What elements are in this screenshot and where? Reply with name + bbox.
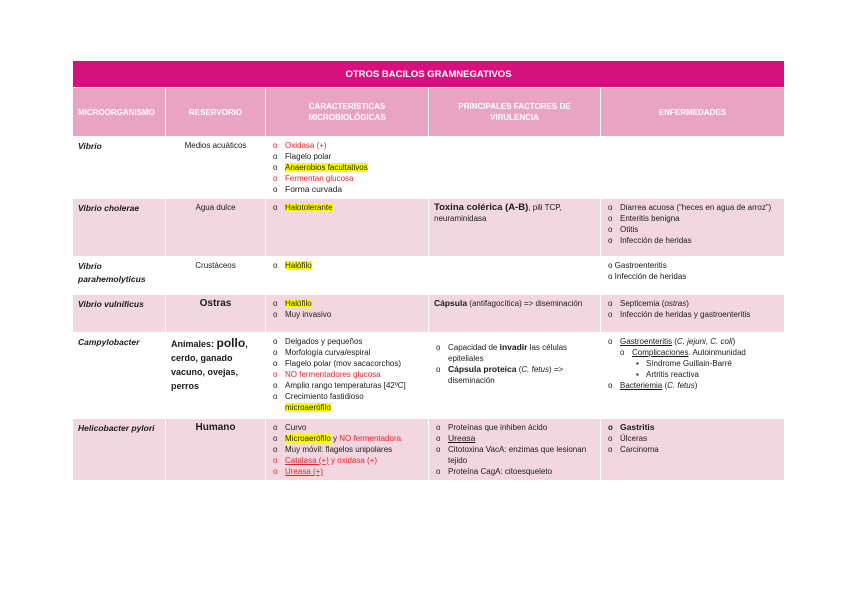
virulencia-text: Capacidad de — [448, 343, 500, 352]
caract-red: oxidasa (+) — [337, 456, 378, 465]
list-item: o Muy invasivo — [271, 309, 423, 320]
disease-text: ) — [686, 299, 689, 308]
list-item — [434, 433, 595, 444]
highlighted-text: Microaerófilo — [285, 434, 331, 443]
micro-name: Vibrio cholerae — [73, 199, 166, 257]
disease-text: ( — [662, 381, 668, 390]
toxina-text: Toxina colérica (A-B) — [434, 202, 529, 213]
list-item: o Citotoxina VacA: enzimas que lesionan tejido — [434, 444, 595, 466]
list-item: o Flagelo polar — [271, 151, 423, 162]
micro-name: Vibrio vulnificus — [73, 295, 166, 333]
virulencia-italic: C. fetus — [521, 365, 549, 374]
disease-italic: ostras — [664, 299, 687, 308]
caracteristicas-cell — [266, 295, 429, 333]
table-row — [73, 333, 785, 419]
title-row — [73, 61, 785, 88]
list-item: o Flagelo polar (mov sacacorchos) — [271, 358, 423, 369]
enfermedades-cell — [601, 257, 785, 295]
enfermedades-cell — [601, 199, 785, 257]
micro-name: Vibrio parahemolyticus — [73, 257, 166, 295]
enfermedades-cell — [601, 333, 785, 419]
list-item: o Curvo — [271, 422, 423, 433]
enfermedades-cell — [601, 419, 785, 481]
header-virulencia: PRINCIPALES FACTORES DE VIRULENCIA — [429, 88, 601, 137]
disease-italic: C. jejuni, C. coli — [676, 337, 733, 346]
list-item — [271, 433, 423, 444]
list-item — [434, 342, 595, 364]
disease-text: ) — [694, 381, 698, 390]
list-item — [271, 455, 423, 466]
header-caracteristicas: CARACTERÍSTICAS MICROBIOLÓGICAS — [266, 88, 429, 137]
disease-text: . Autoinmunidad — [688, 348, 746, 357]
list-item — [271, 298, 423, 309]
virulencia-cell — [429, 295, 601, 333]
enfermedades-cell — [601, 295, 785, 333]
reservorio-cell: Agua dulce — [166, 199, 266, 257]
micro-name: Vibrio — [73, 137, 166, 199]
list-item: o Proteína CagA: citoesqueleto — [434, 466, 595, 477]
list-item: o Forma curvada — [271, 184, 423, 195]
list-item — [606, 380, 779, 391]
document-sheet — [72, 60, 784, 481]
caracteristicas-cell — [266, 257, 429, 295]
virulencia-bold: Cápsula proteica — [448, 364, 517, 374]
list-item: o Fermentan glucosa — [271, 173, 423, 184]
caract-text: Crecimiento fastidioso — [285, 392, 364, 401]
table-title: OTROS BACILOS GRAMNEGATIVOS — [73, 61, 785, 88]
list-item: o Oxidasa (+) — [271, 140, 423, 151]
disease-underlined: Gastroenteritis — [620, 337, 673, 346]
list-item: o NO fermentadores glucosa — [271, 369, 423, 380]
list-item — [606, 298, 779, 309]
list-item: o Delgados y pequeños — [271, 336, 423, 347]
list-item: o Muy móvil: flagelos unipolares — [271, 444, 423, 455]
list-item: o Infección de heridas y gastroenteritis — [606, 309, 779, 320]
list-item: o Otitis — [606, 224, 779, 235]
micro-name: Helicobacter pylori — [73, 419, 166, 481]
reservorio-pollo: pollo — [216, 336, 246, 350]
highlighted-text: Halotolerante — [285, 203, 333, 212]
list-item: o Morfología curva/espiral — [271, 347, 423, 358]
list-item: o Proteínas que inhiben ácido — [434, 422, 595, 433]
capsula-text: Cápsula — [434, 298, 468, 308]
caracteristicas-cell — [266, 199, 429, 257]
list-item: o Úlceras — [606, 433, 779, 444]
list-item: o Amplio rango temperaturas [42ºC] — [271, 380, 423, 391]
list-item: ▪ Síndrome Guillain-Barré — [606, 358, 779, 369]
caracteristicas-cell — [266, 419, 429, 481]
disease-text: ( — [672, 337, 677, 346]
enfermedades-cell — [601, 137, 785, 199]
highlighted-text: Halófilo — [285, 261, 312, 270]
virulencia-text: las células epiteliales — [448, 343, 568, 363]
virulencia-cell — [429, 137, 601, 199]
virulencia-underlined: Ureasa — [448, 433, 476, 443]
caract-red: NO fermentadora — [339, 434, 402, 443]
virulencia-text: ) => diseminación — [448, 365, 564, 385]
list-item: o Carcinoma — [606, 444, 779, 455]
reservorio-text: , cerdo, ganado vacuno, ovejas, perros — [171, 339, 248, 391]
reservorio-cell — [166, 333, 266, 419]
header-row — [73, 88, 785, 137]
virulencia-bold: invadir — [499, 342, 528, 352]
table-row — [73, 137, 785, 199]
table-row — [73, 199, 785, 257]
caract-text: y — [330, 434, 340, 443]
disease-text: o Infección de heridas — [608, 272, 687, 281]
disease-underlined: Complicaciones — [632, 348, 689, 357]
disease-underlined: Bacteriemia — [620, 381, 663, 390]
virulencia-cell — [429, 333, 601, 419]
list-item: o Diarrea acuosa (“heces en agua de arroz”) — [606, 202, 779, 213]
virulencia-rest: , pili TCP, neuraminidasa — [434, 203, 562, 223]
reservorio-text: Animales: — [171, 339, 217, 349]
disease-text: Septicemia ( — [620, 299, 665, 308]
header-microorganismo: MICROORGANISMO — [73, 88, 166, 137]
virulencia-cell — [429, 199, 601, 257]
list-item — [271, 260, 423, 271]
highlighted-text: Halófilo — [285, 299, 312, 308]
list-item — [606, 347, 779, 358]
virulencia-text: ( — [516, 365, 522, 374]
list-item — [271, 202, 423, 213]
list-item: o Infección de heridas — [606, 235, 779, 246]
caract-red: Catalasa (+) — [285, 456, 329, 465]
list-item: o Gastritis — [606, 422, 779, 433]
list-item — [606, 336, 779, 347]
caract-red: Ureasa (+) — [285, 467, 324, 476]
list-item — [271, 466, 423, 477]
disease-italic: C. fetus — [667, 381, 695, 390]
highlighted-text: microaerófilo — [285, 403, 331, 412]
header-reservorio: RESERVORIO — [166, 88, 266, 137]
reservorio-cell: Ostras — [166, 295, 266, 333]
reservorio-cell: Medios acuáticos — [166, 137, 266, 199]
bacilos-table — [72, 60, 785, 481]
list-item — [271, 391, 423, 413]
disease-text: ) — [732, 337, 736, 346]
reservorio-cell: Crustáceos — [166, 257, 266, 295]
table-row — [73, 419, 785, 481]
virulencia-cell — [429, 419, 601, 481]
highlighted-text: Anaerobios facultativos — [285, 163, 368, 172]
table-row — [73, 257, 785, 295]
micro-name: Campylobacter — [73, 333, 166, 419]
header-enfermedades: ENFERMEDADES — [601, 88, 785, 137]
caracteristicas-cell — [266, 333, 429, 419]
virulencia-cell — [429, 257, 601, 295]
list-item: ▪ Artritis reactiva — [606, 369, 779, 380]
table-row — [73, 295, 785, 333]
caract-red: y — [328, 456, 338, 465]
reservorio-cell: Humano — [166, 419, 266, 481]
disease-text: o Gastroenteritis — [608, 261, 667, 270]
list-item — [271, 162, 423, 173]
list-item — [434, 364, 595, 386]
list-item: o Enteritis benigna — [606, 213, 779, 224]
caracteristicas-cell — [266, 137, 429, 199]
virulencia-rest: (antifagocítica) => diseminación — [467, 299, 583, 308]
